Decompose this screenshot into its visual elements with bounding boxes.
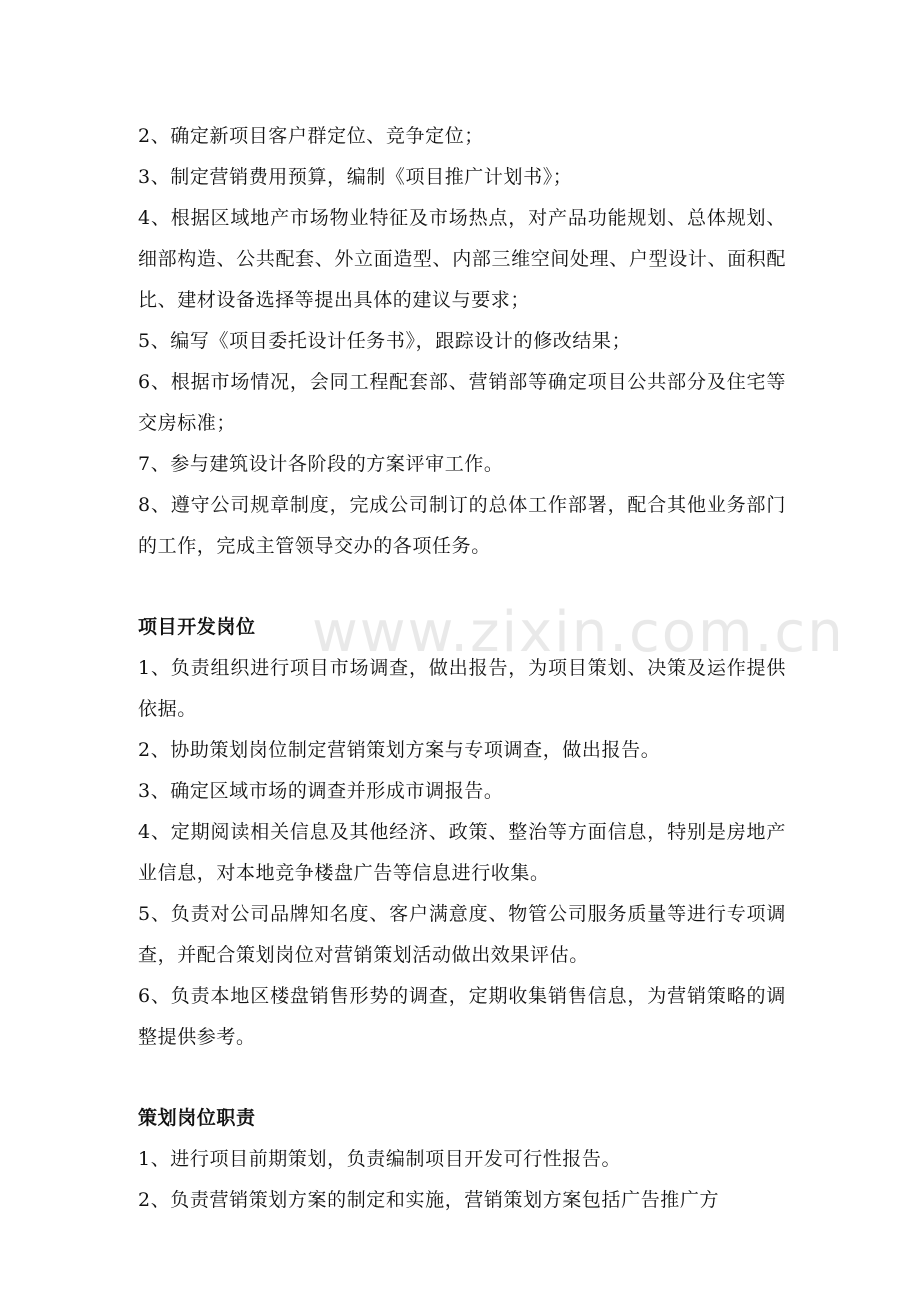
- watermark: www.zixin.com.cn: [312, 600, 845, 665]
- list-item: 8、遵守公司规章制度，完成公司制订的总体工作部署，配合其他业务部门的工作，完成主管领导交办的各项任务。: [138, 494, 786, 557]
- list-item: 5、负责对公司品牌知名度、客户满意度、物管公司服务质量等进行专项调查，并配合策划岗位对营销策划活动做出效果评估。: [138, 903, 786, 966]
- section-heading-project-development: 项目开发岗位: [138, 616, 256, 638]
- list-item: 2、确定新项目客户群定位、竞争定位；: [138, 125, 484, 147]
- section-gap: [138, 567, 786, 607]
- section-gap: [138, 1058, 786, 1098]
- list-item: 4、定期阅读相关信息及其他经济、政策、整治等方面信息，特别是房地产业信息，对本地竞争楼盘广告等信息进行收集。: [138, 821, 786, 884]
- list-item: 2、负责营销策划方案的制定和实施，营销策划方案包括广告推广方: [138, 1189, 720, 1211]
- list-item: 4、根据区域地产市场物业特征及市场热点，对产品功能规划、总体规划、细部构造、公共配套、外立面造型、内部三维空间处理、户型设计、面积配比、建材设备选择等提出具体的建议与要求；: [138, 207, 786, 311]
- list-item: 7、参与建筑设计各阶段的方案评审工作。: [138, 453, 504, 475]
- list-item: 1、负责组织进行项目市场调查，做出报告，为项目策划、决策及运作提供依据。: [138, 657, 786, 720]
- list-item: 2、协助策划岗位制定营销策划方案与专项调查，做出报告。: [138, 739, 661, 761]
- list-item: 5、编写《项目委托设计任务书》，跟踪设计的修改结果；: [138, 330, 632, 352]
- section-heading-planning-duties: 策划岗位职责: [138, 1107, 256, 1129]
- list-item: 6、根据市场情况，会同工程配套部、营销部等确定项目公共部分及住宅等交房标准；: [138, 371, 786, 434]
- list-item: 1、进行项目前期策划，负责编制项目开发可行性报告。: [138, 1148, 622, 1170]
- list-item: 6、负责本地区楼盘销售形势的调查，定期收集销售信息，为营销策略的调整提供参考。: [138, 985, 786, 1048]
- document-body: [138, 116, 786, 1221]
- list-item: 3、制定营销费用预算，编制《项目推广计划书》；: [138, 166, 573, 188]
- list-item: 3、确定区域市场的调查并形成市调报告。: [138, 780, 504, 802]
